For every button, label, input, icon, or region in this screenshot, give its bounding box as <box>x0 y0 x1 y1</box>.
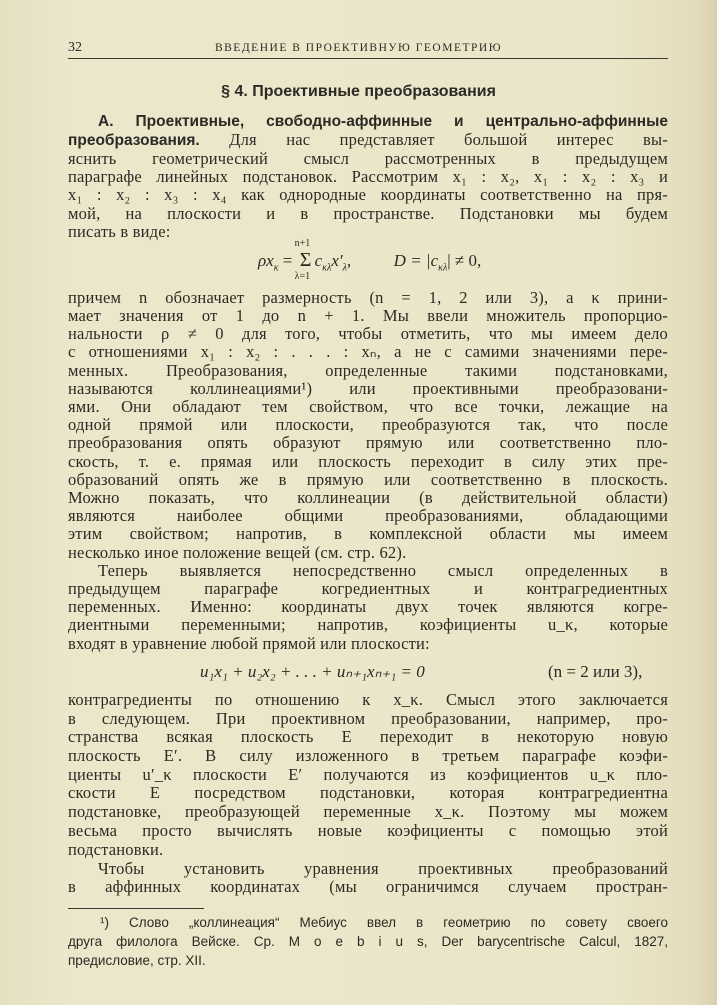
formula-lhs: ρx <box>258 251 274 270</box>
formula-sub: κλ <box>322 262 332 274</box>
heading-tail: преобразования. <box>68 132 200 149</box>
text-line: мой, на плоскости и в пространстве. Подстановки мы будем <box>68 204 668 223</box>
text-line: переменных. Именно: координаты двух точек являются когре- <box>68 597 668 616</box>
text-line: писать в виде: <box>68 222 171 241</box>
page-number: 32 <box>68 40 82 55</box>
text-line <box>68 131 668 149</box>
sum-symbol <box>294 238 315 282</box>
sigma: Σ <box>299 249 312 271</box>
text-line: мает значения от 1 до n + 1. Мы ввели множитель пропорцио- <box>68 306 668 325</box>
formula-projective-substitution <box>258 238 482 282</box>
formula-eq: = <box>278 251 297 270</box>
text-line: образований опять же в прямую или соответственно в плоскость. <box>68 470 668 489</box>
text-line: в следующем. При проективном преобразовании, например, про- <box>68 709 668 728</box>
text-line: менных. Преобразования, определенные такими подстановками, <box>68 361 668 380</box>
text-line: входят в уравнение любой прямой или плоскости: <box>68 634 430 653</box>
sum-upper: n+1 <box>294 238 311 249</box>
formula-comma: , <box>346 251 352 270</box>
text-line: циенты u′_κ плоскости E′ получаются из коэфициентов u_κ пло- <box>68 765 668 784</box>
text-line: являются наиболее общими преобразованиями, обладающими <box>68 506 668 525</box>
formula-sub: λ <box>342 262 347 274</box>
text-line: причем n обозначает размерность (n = 1, 2 или 3), а κ прини- <box>68 288 668 307</box>
text-line: А. Проективные, свободно-аффинные и центрально-аффинные <box>98 113 668 130</box>
text-line: плоскость E′. В силу изложенного в третьем параграфе коэфи- <box>68 746 668 765</box>
formula-sub: κ <box>273 262 279 274</box>
text-line: называются коллинеациями¹) или проективными преобразовани- <box>68 379 668 398</box>
formula-det: D = |c <box>393 251 439 270</box>
formula-sub: κλ <box>438 262 448 274</box>
formula-c: c <box>314 251 323 270</box>
text-line: ями. Они обладают тем свойством, что все точки, лежащие на <box>68 397 668 416</box>
text-line: нальности ρ ≠ 0 для того, чтобы отметить, что мы имеем дело <box>68 324 668 343</box>
text-line: этим свойством; напротив, в комплексной области мы имеем <box>68 524 668 543</box>
formula-det-tail: | ≠ 0, <box>447 251 482 270</box>
text-line: Чтобы установить уравнения проективных преобразований <box>98 859 668 878</box>
section-title: § 4. Проективные преобразования <box>221 83 496 100</box>
text-line: параграфе линейных подстановок. Рассмотрим x₁ : x₂, x₁ : x₂ : x₃ и <box>68 167 668 186</box>
footnote-line: предисловие, стр. XII. <box>68 953 206 968</box>
text-line: Теперь выявляется непосредственно смысл определенных в <box>98 561 668 580</box>
text-line: предыдущем параграфе когредиентных и контрагредиентных <box>68 579 668 598</box>
footnote-line: друга филолога Вейске. Ср. M o e b i u s, Der barycentrische Calcul, 1827, <box>68 934 668 949</box>
text-line: с отношениями x₁ : x₂ : . . . : xₙ, а не с самими значениями пере- <box>68 342 668 361</box>
text-line: Можно показать, что коллинеации (в действительной области) <box>68 488 668 507</box>
formula-condition: (n = 2 или 3), <box>548 662 643 681</box>
formula-plane-equation: u₁x₁ + u₂x₂ + . . . + uₙ₊₁xₙ₊₁ = 0 <box>200 662 425 681</box>
running-head: ВВЕДЕНИЕ В ПРОЕКТИВНУЮ ГЕОМЕТРИЮ <box>214 42 503 54</box>
text-line: несколько иное положение вещей (см. стр. 62). <box>68 543 407 562</box>
text-line: одной прямой или плоскости, преобразуются так, что после <box>68 415 668 434</box>
text-line: диентными переменными; напротив, коэфициенты u_κ, которые <box>68 615 668 634</box>
text-line: x₁ : x₂ : x₃ : x₄ как однородные координаты соответственно на пря- <box>68 185 668 204</box>
header-rule <box>68 58 668 59</box>
text-line: подстановки. <box>68 840 164 859</box>
text-line: весьма просто вычислять новые коэфициенты с помощью этой <box>68 821 668 840</box>
text-line: яснить геометрический смысл рассмотренных в предыдущем <box>68 149 668 168</box>
text-line: в аффинных координатах (мы ограничимся случаем простран- <box>68 877 668 896</box>
text-line: подстановке, преобразующей переменные x_κ. Поэтому мы можем <box>68 802 668 821</box>
text-line: странства всякая плоскость E переходит в некоторую новую <box>68 727 668 746</box>
text-line: скость, т. е. прямая или плоскость переходит в силу этих пре- <box>68 452 668 471</box>
text-line: скости E посредством подстановки, которая контрагредиентна <box>68 783 668 802</box>
sum-lower: λ=1 <box>294 271 311 282</box>
footnote-rule <box>68 908 204 909</box>
text-line: контрагредиенты по отношению к x_κ. Смысл этого заключается <box>68 690 668 709</box>
footnote-line: ¹) Слово „коллинеация“ Мебиус ввел в геометрию по совету своего <box>100 915 668 930</box>
text-line: преобразования опять образуют прямую или соответственно пло- <box>68 433 668 452</box>
line-text: Для нас представляет большой интерес вы- <box>229 130 668 149</box>
formula-x: x′ <box>331 251 343 270</box>
